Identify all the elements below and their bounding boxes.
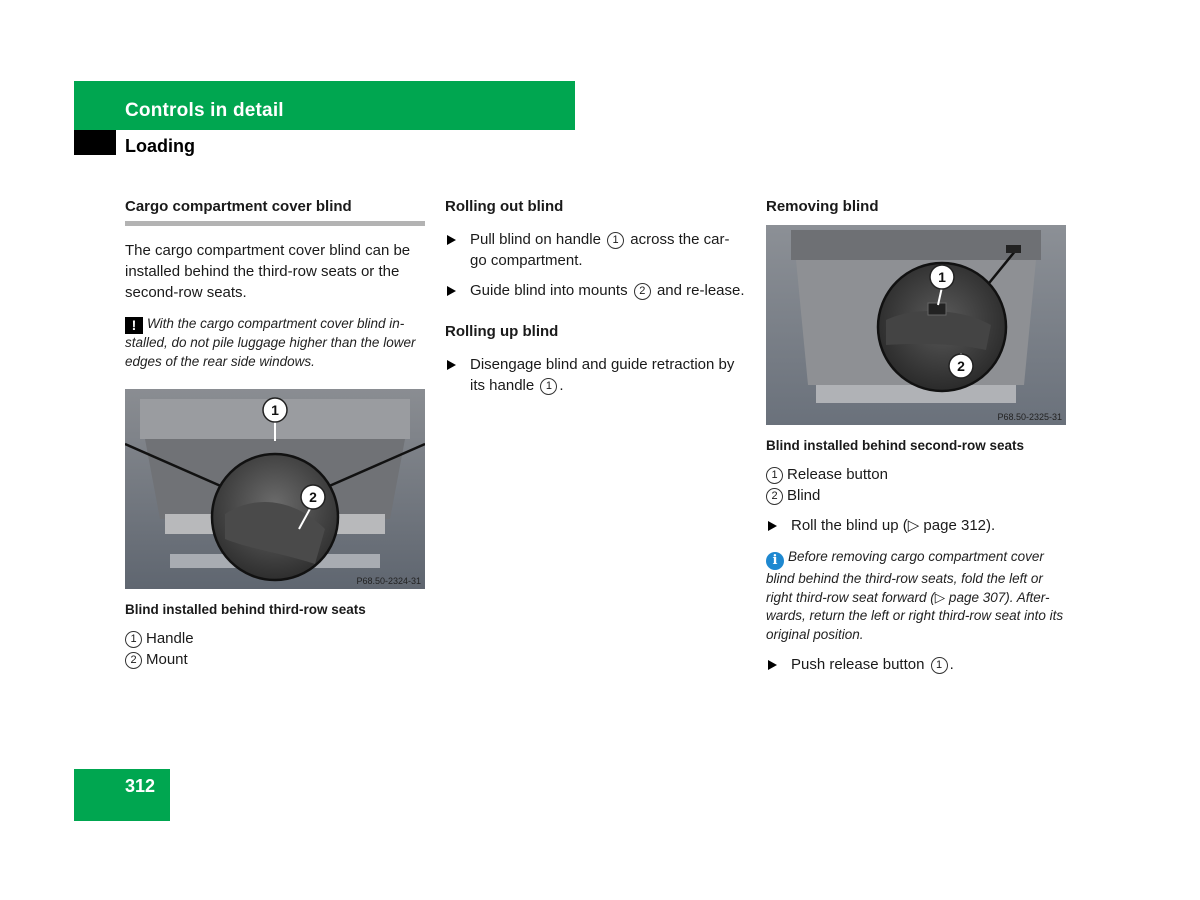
warning-text: With the cargo compartment cover blind in-stalled, do not pile luggage higher than the lower edges of the rear side windows. — [125, 316, 416, 369]
instruction-step — [766, 515, 1066, 536]
section-title: Controls in detail — [125, 100, 284, 121]
step-text: . — [559, 377, 564, 394]
callout-number: 1 — [766, 467, 783, 484]
legend-label: Blind — [787, 487, 821, 504]
step-text: Roll the blind up (▷ page 312). — [791, 517, 996, 534]
triangle-bullet-icon — [766, 515, 780, 536]
legend-item — [766, 485, 1066, 506]
instruction-step — [445, 354, 745, 396]
step-text: Disengage blind and guide retraction by its handle — [470, 356, 735, 394]
legend-item — [125, 649, 425, 670]
callout-number: 1 — [931, 657, 948, 674]
step-text: across the car-go compartment. — [470, 231, 730, 269]
step-text: and re-lease. — [656, 282, 745, 299]
figure-caption-third-row: Blind installed behind third-row seats — [125, 602, 366, 617]
legend-label: Mount — [146, 651, 188, 668]
cargo-photo-third-row — [125, 389, 425, 589]
callout-number: 2 — [766, 488, 783, 505]
subsection-title: Loading — [125, 136, 195, 156]
legend-item — [125, 628, 425, 649]
callout-number: 1 — [607, 232, 624, 249]
instruction-step — [445, 229, 745, 271]
column-3 — [766, 196, 1066, 684]
step-text: Push release button — [791, 656, 925, 673]
callout-number: 2 — [634, 283, 651, 300]
step-text: Guide blind into mounts — [470, 282, 628, 299]
triangle-bullet-icon — [445, 229, 459, 271]
page-number-box — [74, 769, 170, 821]
column-2 — [445, 196, 745, 405]
cover-blind-heading: Cargo compartment cover blind — [125, 196, 425, 226]
figure-second-row — [766, 225, 1066, 425]
column-1 — [125, 196, 425, 670]
figure-code: P68.50-2325-31 — [997, 412, 1062, 422]
svg-text:2: 2 — [957, 358, 965, 374]
legend-item — [766, 464, 1066, 485]
cargo-photo-second-row — [766, 225, 1066, 425]
step-text: . — [949, 656, 954, 673]
section-tab — [74, 130, 116, 155]
svg-text:2: 2 — [309, 489, 317, 505]
figure-caption-second-row: Blind installed behind second-row seats — [766, 438, 1025, 453]
callout-number: 1 — [540, 378, 557, 395]
triangle-bullet-icon — [445, 280, 459, 301]
legend-label: Release button — [787, 466, 888, 483]
svg-text:1: 1 — [938, 269, 946, 285]
intro-text: The cargo compartment cover blind can be installed behind the third-row seats or the second-row seats. — [125, 242, 411, 301]
step-text: Pull blind on handle — [470, 231, 601, 248]
callout-number: 1 — [125, 631, 142, 648]
exclamation-icon: ! — [125, 317, 143, 334]
legend-label: Handle — [146, 630, 194, 647]
info-text: Before removing cargo compartment cover blind behind the third-row seats, fold the left or right third-row seat forward (▷ page 307). After-wards, return the left or right third-row seat into its original position. — [766, 549, 1064, 642]
figure-third-row — [125, 389, 425, 589]
page-number: 312 — [125, 776, 156, 796]
info-icon: i — [766, 552, 784, 570]
rolling-up-heading: Rolling up blind — [445, 323, 559, 340]
info-note — [766, 548, 1066, 644]
instruction-step — [766, 654, 1066, 675]
rolling-out-heading: Rolling out blind — [445, 198, 564, 215]
warning-note — [125, 315, 425, 371]
callout-number: 2 — [125, 652, 142, 669]
svg-text:1: 1 — [271, 402, 279, 418]
instruction-step — [445, 280, 745, 301]
triangle-bullet-icon — [445, 354, 459, 396]
triangle-bullet-icon — [766, 654, 780, 675]
removing-blind-heading: Removing blind — [766, 198, 879, 215]
figure-code: P68.50-2324-31 — [356, 576, 421, 586]
